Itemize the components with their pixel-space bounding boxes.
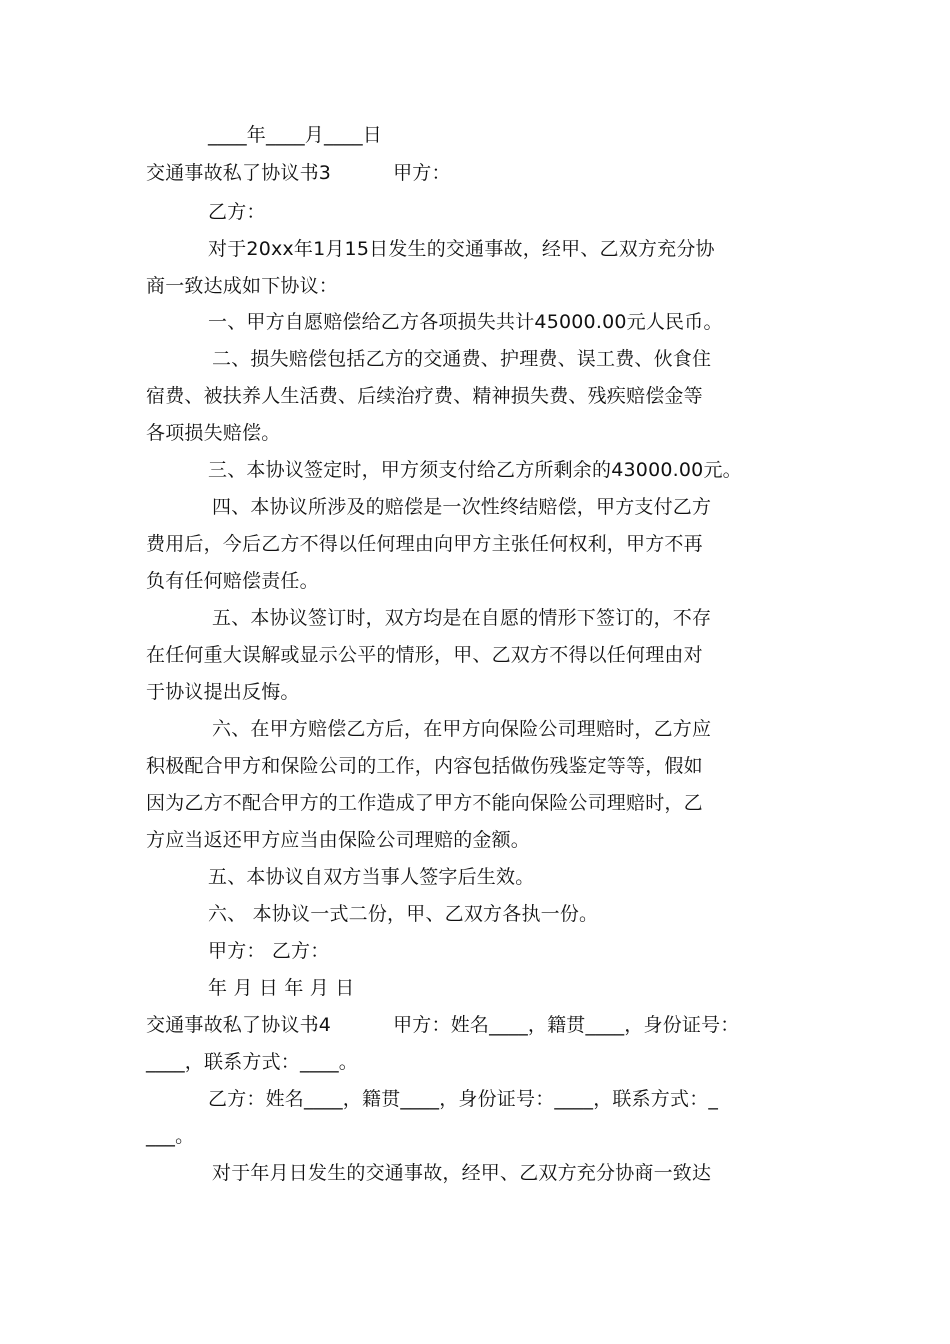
clause-6-line: 积极配合甲方和保险公司的工作，内容包括做伤残鉴定等等，假如 <box>146 755 703 777</box>
paragraph-line: 对于20xx年1月15日发生的交通事故，经甲、乙双方充分协 <box>208 238 715 260</box>
clause-2-line: 宿费、被扶养人生活费、后续治疗费、精神损失费、残疾赔偿金等 <box>146 385 703 407</box>
paragraph-line: 对于年月日发生的交通事故，经甲、乙双方充分协商一致达 <box>212 1162 712 1184</box>
clause-1: 一、甲方自愿赔偿给乙方各项损失共计45000.00元人民币。 <box>208 311 723 333</box>
paragraph-line: 商一致达成如下协议： <box>146 275 339 297</box>
clause-4-line: 费用后，今后乙方不得以任何理由向甲方主张任何权利，甲方不再 <box>146 533 703 555</box>
clause-effective: 五、本协议自双方当事人签字后生效。 <box>208 866 535 888</box>
party-a-info: 甲方：姓名____，籍贯____，身份证号： <box>393 1014 740 1036</box>
clause-5-line: 于协议提出反悔。 <box>146 681 300 703</box>
clause-4-line: 四、本协议所涉及的赔偿是一次性终结赔偿，甲方支付乙方 <box>212 496 712 518</box>
party-a-label: 甲方： <box>393 162 451 184</box>
date-line: ____年____月____日 <box>208 124 383 146</box>
clause-copies: 六、 本协议一式二份，甲、乙双方各执一份。 <box>208 903 599 925</box>
clause-5-line: 五、本协议签订时，双方均是在自愿的情形下签订的，不存 <box>212 607 712 629</box>
agreement-title: 交通事故私了协议书4 <box>146 1014 332 1036</box>
signature-line: 甲方： 乙方： <box>208 940 330 962</box>
signature-date-line: 年 月 日 年 月 日 <box>208 977 355 999</box>
clause-2-line: 二、损失赔偿包括乙方的交通费、护理费、误工费、伙食住 <box>212 348 712 370</box>
party-a-info-cont: ____，联系方式：____。 <box>146 1051 359 1073</box>
clause-6-line: 方应当返还甲方应当由保险公司理赔的金额。 <box>146 829 531 851</box>
clause-5-line: 在任何重大误解或显示公平的情形，甲、乙双方不得以任何理由对 <box>146 644 703 666</box>
party-b-info: 乙方：姓名____，籍贯____，身份证号：____，联系方式：_ <box>208 1088 719 1110</box>
agreement-4-heading <box>146 1013 826 1037</box>
party-b-label: 乙方： <box>208 201 266 223</box>
clause-2-line: 各项损失赔偿。 <box>146 422 281 444</box>
clause-6-line: 六、在甲方赔偿乙方后，在甲方向保险公司理赔时，乙方应 <box>212 718 712 740</box>
party-b-info-cont: ___。 <box>146 1125 195 1147</box>
agreement-title: 交通事故私了协议书3 <box>146 162 332 184</box>
clause-4-line: 负有任何赔偿责任。 <box>146 570 319 592</box>
agreement-3-heading <box>146 161 826 185</box>
clause-3: 三、本协议签定时，甲方须支付给乙方所剩余的43000.00元。 <box>208 459 742 481</box>
clause-6-line: 因为乙方不配合甲方的工作造成了甲方不能向保险公司理赔时，乙 <box>146 792 703 814</box>
